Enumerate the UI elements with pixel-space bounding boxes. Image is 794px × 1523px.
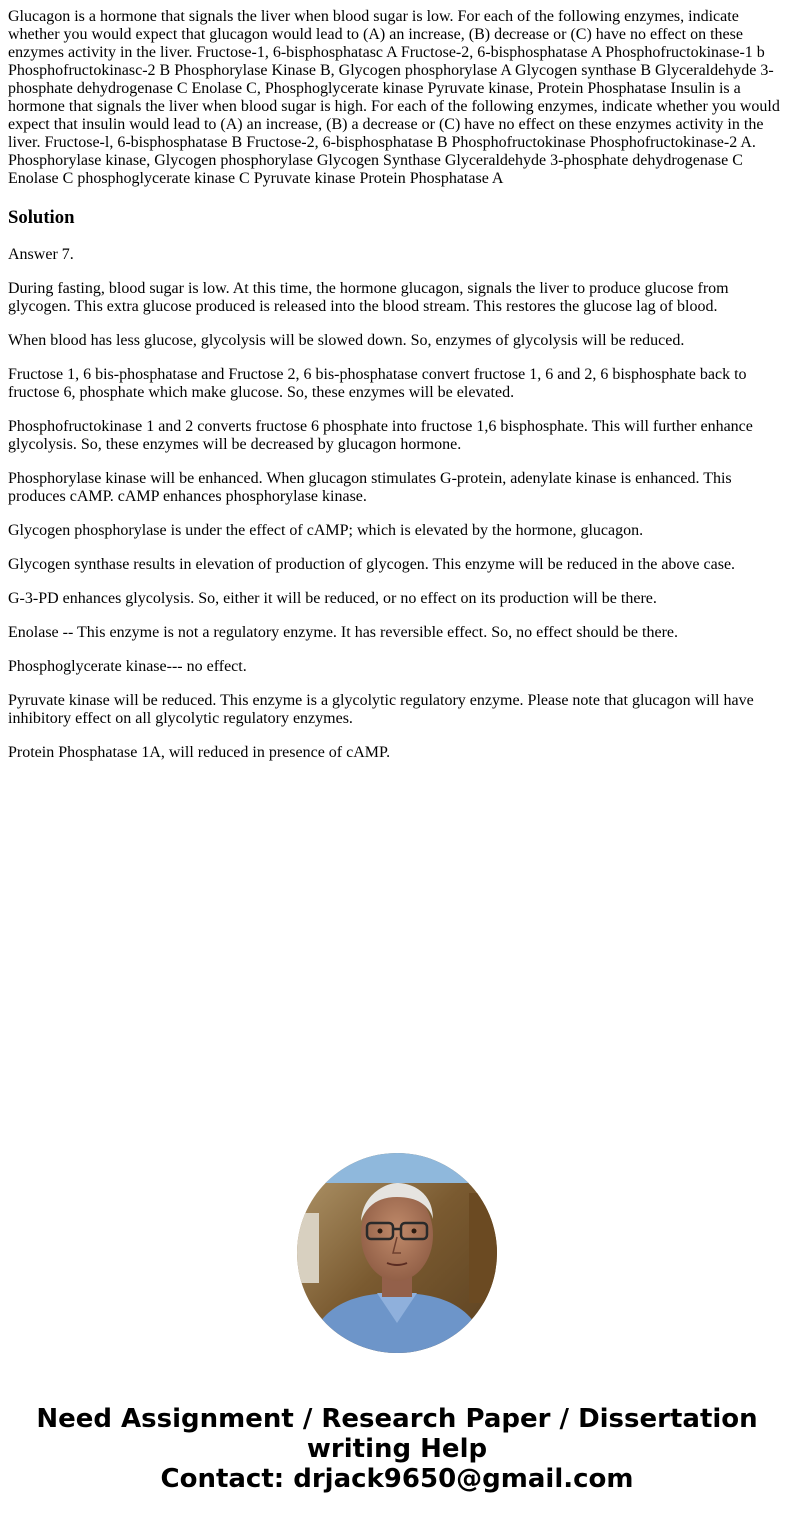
promo-line: writing Help — [306, 1434, 488, 1464]
answer-paragraph: When blood has less glucose, glycolysis will be slowed down. So, enzymes of glycolysis will be reduced. — [8, 332, 685, 349]
answer-paragraph: G-3-PD enhances glycolysis. So, either it will be reduced, or no effect on its production will be there. — [8, 590, 657, 607]
answer-paragraph: Enolase -- This enzyme is not a regulatory enzyme. It has reversible effect. So, no effect should be there. — [8, 624, 678, 641]
answer-paragraph: Protein Phosphatase 1A, will reduced in presence of cAMP. — [8, 744, 391, 761]
promo-line: Need Assignment / Research Paper / Dissertation — [36, 1404, 758, 1434]
answer-paragraph: Glycogen synthase results in elevation of production of glycogen. This enzyme will be reduced in the above case. — [8, 556, 736, 573]
answer-paragraph: Phosphoglycerate kinase--- no effect. — [8, 658, 247, 675]
author-portrait-image — [297, 1153, 497, 1353]
answer-paragraph: Pyruvate kinase will be reduced. This enzyme is a glycolytic regulatory enzyme. Please note that glucagon will have inhibitory effect on all glycolytic regulatory enzymes. — [8, 692, 754, 727]
answer-paragraph: Fructose 1, 6 bis-phosphatase and Fructose 2, 6 bis-phosphatase convert fructose 1, 6 and 2, 6 bisphosphate back to fructose 6, phosphate which make glucose. So, these enzymes will be elevated. — [8, 366, 747, 401]
author-avatar — [297, 1153, 497, 1353]
answer-paragraph: Phosphorylase kinase will be enhanced. When glucagon stimulates G-protein, adenylate kinase is enhanced. This produces cAMP. cAMP enhances phosphorylase kinase. — [8, 470, 732, 505]
promo-banner — [0, 1404, 794, 1494]
question-text: Glucagon is a hormone that signals the liver when blood sugar is low. For each of the following enzymes, indicate whether you would expect that glucagon would lead to (A) an increase, (B) decrease or (C) have no effect on these enzymes activity in the liver. Fructose-1, 6-bisphosphatasc A Fructose-2, 6-bisphosphatase A Phosphofructokinase-1 b Phosphofructokinasc-2 B Phosphorylase Kinase B, Glycogen phosphorylase A Glycogen synthase B Glyceraldehyde 3-phosphate dehydrogenase C Enolase C, Phosphoglycerate kinase Pyruvate kinase, Protein Phosphatase Insulin is a hormone that signals the liver when blood sugar is high. For each of the following enzymes, indicate whether you would expect that insulin would lead to (A) an increase, (B) a decrease or (C) have no effect on these enzymes activity in the liver. Fructose-l, 6-bisphosphatase B Fructose-2, 6-bisphosphatase B Phosphofructokinase Phosphofructokinase-2 A. Phosphorylase kinase, Glycogen phosphorylase Glycogen Synthase Glyceraldehyde 3-phosphate dehydrogenase C Enolase C phosphoglycerate kinase C Pyruvate kinase Protein Phosphatase A — [8, 8, 780, 187]
answer-paragraph: Phosphofructokinase 1 and 2 converts fructose 6 phosphate into fructose 1,6 bisphosphate. This will further enhance glycolysis. So, these enzymes will be decreased by glucagon hormone. — [8, 418, 753, 453]
answer-paragraph: During fasting, blood sugar is low. At this time, the hormone glucagon, signals the liver to produce glucose from glycogen. This extra glucose produced is released into the blood stream. This restores the glucose lag of blood. — [8, 280, 729, 315]
answer-paragraph: Answer 7. — [8, 246, 74, 263]
promo-contact: Contact: drjack9650@gmail.com — [160, 1464, 634, 1494]
solution-heading: Solution — [8, 207, 75, 228]
answer-body — [8, 246, 786, 778]
answer-paragraph: Glycogen phosphorylase is under the effect of cAMP; which is elevated by the hormone, glucagon. — [8, 522, 644, 539]
